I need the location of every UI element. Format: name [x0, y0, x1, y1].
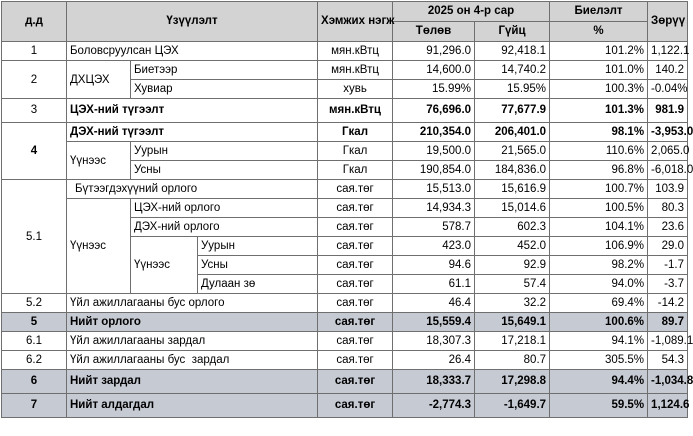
table-row [2, 370, 688, 394]
difference-cell: -1,034.8 [648, 370, 688, 394]
plan-cell: 423.0 [393, 237, 475, 256]
plan-cell: 46.4 [393, 294, 475, 313]
row-number: 7 [2, 394, 67, 418]
row-number: 6.1 [2, 332, 67, 351]
plan-cell: 61.1 [393, 275, 475, 294]
difference-cell: -1,089.1 [648, 332, 688, 351]
difference-cell: 80.3 [648, 199, 688, 218]
actual-cell: 92.9 [475, 256, 550, 275]
percent-cell: 101.2% [550, 42, 648, 61]
actual-cell: 184,836.0 [475, 161, 550, 180]
plan-cell: -2,774.3 [393, 394, 475, 418]
unit-cell: мян.кВтц [318, 42, 393, 61]
difference-cell: 1,124.6 [648, 394, 688, 418]
table-row [2, 199, 688, 218]
unit-cell: сая.төг [318, 218, 393, 237]
indicator-cell: Нийт зардал [67, 370, 318, 394]
percent-cell: 100.5% [550, 199, 648, 218]
table-row [2, 180, 688, 199]
difference-cell: -3.7 [648, 275, 688, 294]
indicator-cell: Үйл ажиллагааны бус орлого [67, 294, 318, 313]
percent-cell: 94.4% [550, 370, 648, 394]
difference-cell: -3,953.0 [648, 123, 688, 142]
group-cell: ДХЦЭХ [67, 61, 131, 99]
percent-cell: 305.5% [550, 351, 648, 370]
difference-cell: -14.2 [648, 294, 688, 313]
header-period: 2025 он 4-р сар [393, 2, 550, 22]
unit-cell: сая.төг [318, 313, 393, 332]
actual-cell: 17,218.1 [475, 332, 550, 351]
row-number: 6 [2, 370, 67, 394]
unit-cell: сая.төг [318, 394, 393, 418]
indicator-cell: Уурын [198, 237, 318, 256]
table-row [2, 313, 688, 332]
percent-cell: 110.6% [550, 142, 648, 161]
header-actual: Гүйц [475, 22, 550, 42]
table-row [2, 351, 688, 370]
header-unit: Хэмжих нэгж [318, 2, 393, 42]
percent-cell: 106.9% [550, 237, 648, 256]
plan-cell: 15,559.4 [393, 313, 475, 332]
header-percent: % [550, 22, 648, 42]
indicator-cell: Уурын [131, 142, 318, 161]
header-no: д.д [2, 2, 67, 42]
actual-cell: 15,616.9 [475, 180, 550, 199]
actual-cell: 32.2 [475, 294, 550, 313]
unit-cell: Гкал [318, 123, 393, 142]
difference-cell: -6,018.0 [648, 161, 688, 180]
plan-cell: 91,296.0 [393, 42, 475, 61]
indicator-cell: Хувиар [131, 80, 318, 99]
plan-cell: 14,600.0 [393, 61, 475, 80]
unit-cell: сая.төг [318, 180, 393, 199]
difference-cell: 29.0 [648, 237, 688, 256]
indicator-cell: ДЭХ-ний орлого [131, 218, 318, 237]
indicator-cell: Нийт орлого [67, 313, 318, 332]
difference-cell: -0.04% [648, 80, 688, 99]
difference-cell: 1,122.1 [648, 42, 688, 61]
unit-cell: сая.төг [318, 294, 393, 313]
unit-cell: сая.төг [318, 275, 393, 294]
difference-cell: 2,065.0 [648, 142, 688, 161]
plan-cell: 578.7 [393, 218, 475, 237]
actual-cell: 206,401.0 [475, 123, 550, 142]
difference-cell: -1.7 [648, 256, 688, 275]
indicator-cell: Дулаан зө [198, 275, 318, 294]
indicator-cell: Үйл ажиллагааны зардал [67, 332, 318, 351]
indicator-cell: ЦЭХ-ний түгээлт [67, 99, 318, 123]
unit-cell: сая.төг [318, 199, 393, 218]
table-row [2, 294, 688, 313]
header-indicator: Үзүүлэлт [67, 2, 318, 42]
actual-cell: 602.3 [475, 218, 550, 237]
plan-cell: 190,854.0 [393, 161, 475, 180]
unit-cell: хувь [318, 80, 393, 99]
percent-cell: 104.1% [550, 218, 648, 237]
actual-cell: 15,014.6 [475, 199, 550, 218]
percent-cell: 100.6% [550, 313, 648, 332]
indicator-cell: Нийт алдагдал [67, 394, 318, 418]
indicator-cell: ЦЭХ-ний орлого [131, 199, 318, 218]
unit-cell: сая.төг [318, 332, 393, 351]
plan-cell: 15,513.0 [393, 180, 475, 199]
percent-cell: 98.1% [550, 123, 648, 142]
actual-cell: 452.0 [475, 237, 550, 256]
percent-cell: 101.3% [550, 99, 648, 123]
group-cell: Үүнээс [67, 199, 131, 294]
table-row [2, 123, 688, 142]
percent-cell: 100.3% [550, 80, 648, 99]
difference-cell: 89.7 [648, 313, 688, 332]
row-number: 3 [2, 99, 67, 123]
table-row [2, 42, 688, 61]
plan-cell: 19,500.0 [393, 142, 475, 161]
plan-cell: 26.4 [393, 351, 475, 370]
row-number: 5.2 [2, 294, 67, 313]
unit-cell: сая.төг [318, 370, 393, 394]
percent-cell: 100.7% [550, 180, 648, 199]
actual-cell: 15.95% [475, 80, 550, 99]
report-table [1, 1, 693, 418]
actual-cell: 17,298.8 [475, 370, 550, 394]
percent-cell: 98.2% [550, 256, 648, 275]
actual-cell: 21,565.0 [475, 142, 550, 161]
table-row [2, 99, 688, 123]
actual-cell: 92,418.1 [475, 42, 550, 61]
header-row [2, 2, 688, 22]
percent-cell: 69.4% [550, 294, 648, 313]
header-fulfillment: Биелэлт [550, 2, 648, 22]
header-plan: Төлөв [393, 22, 475, 42]
actual-cell: 15,649.1 [475, 313, 550, 332]
group-cell: Үүнээс [67, 142, 131, 180]
unit-cell: мян.кВтц [318, 61, 393, 80]
row-number: 6.2 [2, 351, 67, 370]
group-cell: Үүнээс [131, 237, 198, 294]
actual-cell: 80.7 [475, 351, 550, 370]
unit-cell: сая.төг [318, 237, 393, 256]
difference-cell: 23.6 [648, 218, 688, 237]
indicator-cell: Биетээр [131, 61, 318, 80]
indicator-cell: Бүтээгдэхүүний орлого [67, 180, 318, 199]
percent-cell: 94.1% [550, 332, 648, 351]
percent-cell: 96.8% [550, 161, 648, 180]
plan-cell: 76,696.0 [393, 99, 475, 123]
plan-cell: 210,354.0 [393, 123, 475, 142]
indicator-cell: Усны [198, 256, 318, 275]
indicator-cell: Үйл ажиллагааны бус зардал [67, 351, 318, 370]
actual-cell: 77,677.9 [475, 99, 550, 123]
difference-cell: 140.2 [648, 61, 688, 80]
table-row [2, 332, 688, 351]
indicator-cell: Боловсруулсан ЦЭХ [67, 42, 318, 61]
actual-cell: 14,740.2 [475, 61, 550, 80]
table-row [2, 394, 688, 418]
row-number: 4 [2, 123, 67, 180]
unit-cell: сая.төг [318, 351, 393, 370]
percent-cell: 94.0% [550, 275, 648, 294]
row-number: 5 [2, 313, 67, 332]
unit-cell: Гкал [318, 161, 393, 180]
unit-cell: мян.кВтц [318, 99, 393, 123]
indicator-cell: ДЭХ-ний түгээлт [67, 123, 318, 142]
difference-cell: 54.3 [648, 351, 688, 370]
table-row [2, 142, 688, 161]
unit-cell: Гкал [318, 142, 393, 161]
plan-cell: 94.6 [393, 256, 475, 275]
table-row [2, 61, 688, 80]
plan-cell: 18,307.3 [393, 332, 475, 351]
actual-cell: 57.4 [475, 275, 550, 294]
percent-cell: 101.0% [550, 61, 648, 80]
plan-cell: 14,934.3 [393, 199, 475, 218]
row-number: 2 [2, 61, 67, 99]
row-number: 1 [2, 42, 67, 61]
difference-cell: 981.9 [648, 99, 688, 123]
actual-cell: -1,649.7 [475, 394, 550, 418]
difference-cell: 103.9 [648, 180, 688, 199]
indicator-cell: Усны [131, 161, 318, 180]
unit-cell: сая.төг [318, 256, 393, 275]
plan-cell: 18,333.7 [393, 370, 475, 394]
percent-cell: 59.5% [550, 394, 648, 418]
row-number: 5.1 [2, 180, 67, 294]
plan-cell: 15.99% [393, 80, 475, 99]
header-difference: Зөрүү [648, 2, 688, 42]
